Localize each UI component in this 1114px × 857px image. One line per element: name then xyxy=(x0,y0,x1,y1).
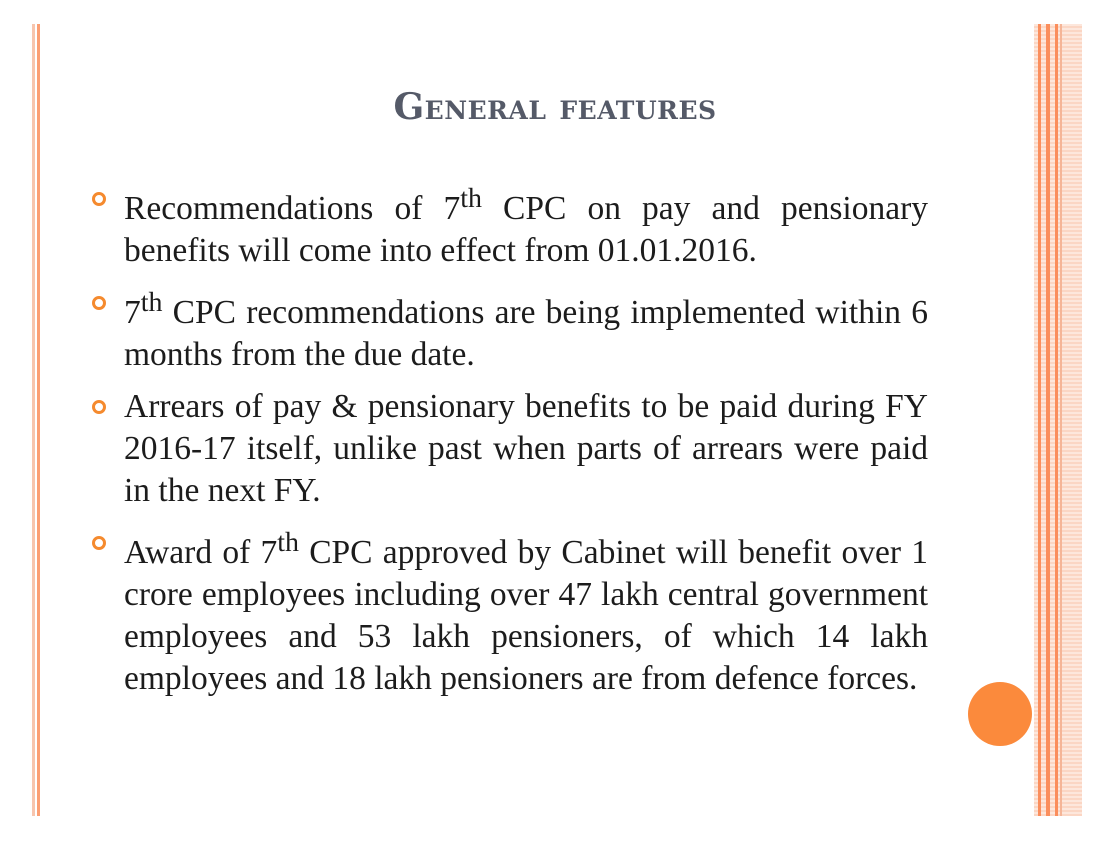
bullet-text: 7th CPC recommendations are being implemented within 6 months from the due date. xyxy=(124,287,928,374)
circle-bullet-icon xyxy=(92,536,106,550)
bullet-text: Arrears of pay & pensionary benefits to be paid during FY 2016-17 itself, unlike past when parts of arrears were paid in the next FY. xyxy=(124,388,928,510)
right-decorative-band xyxy=(1034,24,1082,816)
ordinal-suffix: th xyxy=(140,287,163,319)
bullet-text: Recommendations of 7th CPC on pay and pensionary benefits will come into effect from 01.01.2016. xyxy=(124,183,928,270)
bullet-item xyxy=(90,282,928,376)
bullet-text: Award of 7th CPC approved by Cabinet will benefit over 1 crore employees including over 47 lakh central government employees and 53 lakh pensioners, of which 14 lakh employees and 18 lakh pensioners are from defence forces. xyxy=(124,527,928,698)
right-stripe xyxy=(1046,24,1050,816)
left-border-line xyxy=(32,24,35,816)
left-border-line-inner xyxy=(37,24,40,816)
bullet-item xyxy=(90,178,928,272)
ordinal-suffix: th xyxy=(460,183,482,214)
circle-bullet-icon xyxy=(92,400,106,414)
slide-title: General features xyxy=(393,86,717,128)
right-stripe xyxy=(1055,24,1058,816)
ordinal-suffix: th xyxy=(277,527,299,559)
right-stripe xyxy=(1060,24,1062,816)
bullet-item xyxy=(90,386,928,512)
bullet-item xyxy=(90,522,928,700)
right-stripe xyxy=(1038,24,1041,816)
decorative-circle xyxy=(968,682,1032,746)
bullet-list xyxy=(90,178,928,710)
circle-bullet-icon xyxy=(92,296,106,310)
circle-bullet-icon xyxy=(92,192,106,206)
